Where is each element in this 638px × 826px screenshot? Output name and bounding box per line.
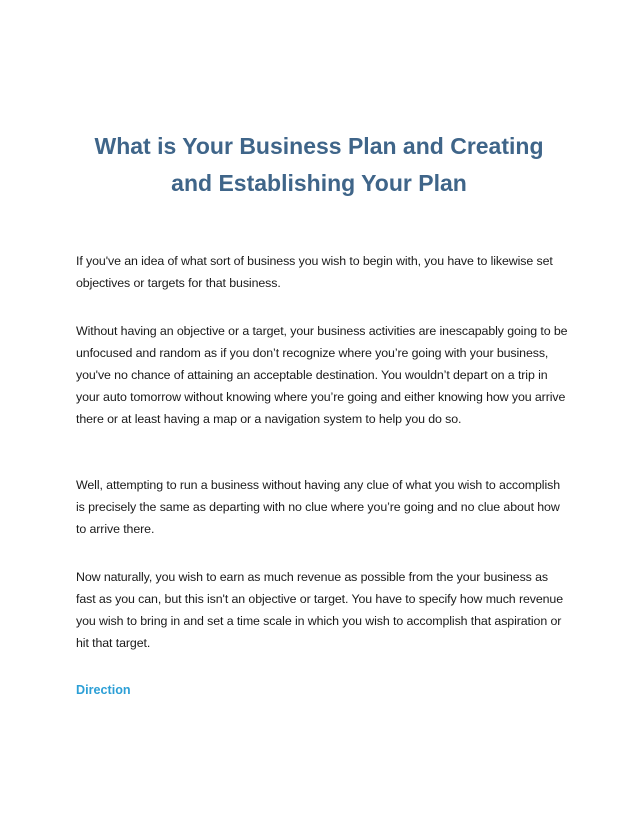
section-heading-direction: Direction bbox=[76, 683, 131, 697]
title-line-1: What is Your Business Plan and Creating bbox=[94, 133, 544, 159]
paragraph-revenue: Now naturally, you wish to earn as much revenue as possible from the your business as fast as you can, but this isn't an objective or target. You have to specify how much revenue you wish to bring in and set a time scale in which you wish to accomplish that aspiration or hit that target. bbox=[76, 570, 564, 650]
title-line-2: and Establishing Your Plan bbox=[171, 170, 467, 196]
document-title bbox=[60, 128, 578, 202]
paragraph-clue: Well, attempting to run a business without having any clue of what you wish to accomplish is precisely the same as departing with no clue where you’re going and no clue about how to arrive there. bbox=[76, 478, 561, 536]
paragraph-objective: Without having an objective or a target, your business activities are inescapably going to be unfocused and random as if you don’t recognize where you’re going with your business, you've no chance of attaining an acceptable destination. You wouldn’t depart on a trip in your auto tomorrow without knowing where you’re going and either knowing how you arrive there or at least having a map or a navigation system to help you do so. bbox=[76, 324, 568, 426]
paragraph-intro: If you've an idea of what sort of business you wish to begin with, you have to likewise set objectives or targets for that business. bbox=[76, 254, 553, 290]
